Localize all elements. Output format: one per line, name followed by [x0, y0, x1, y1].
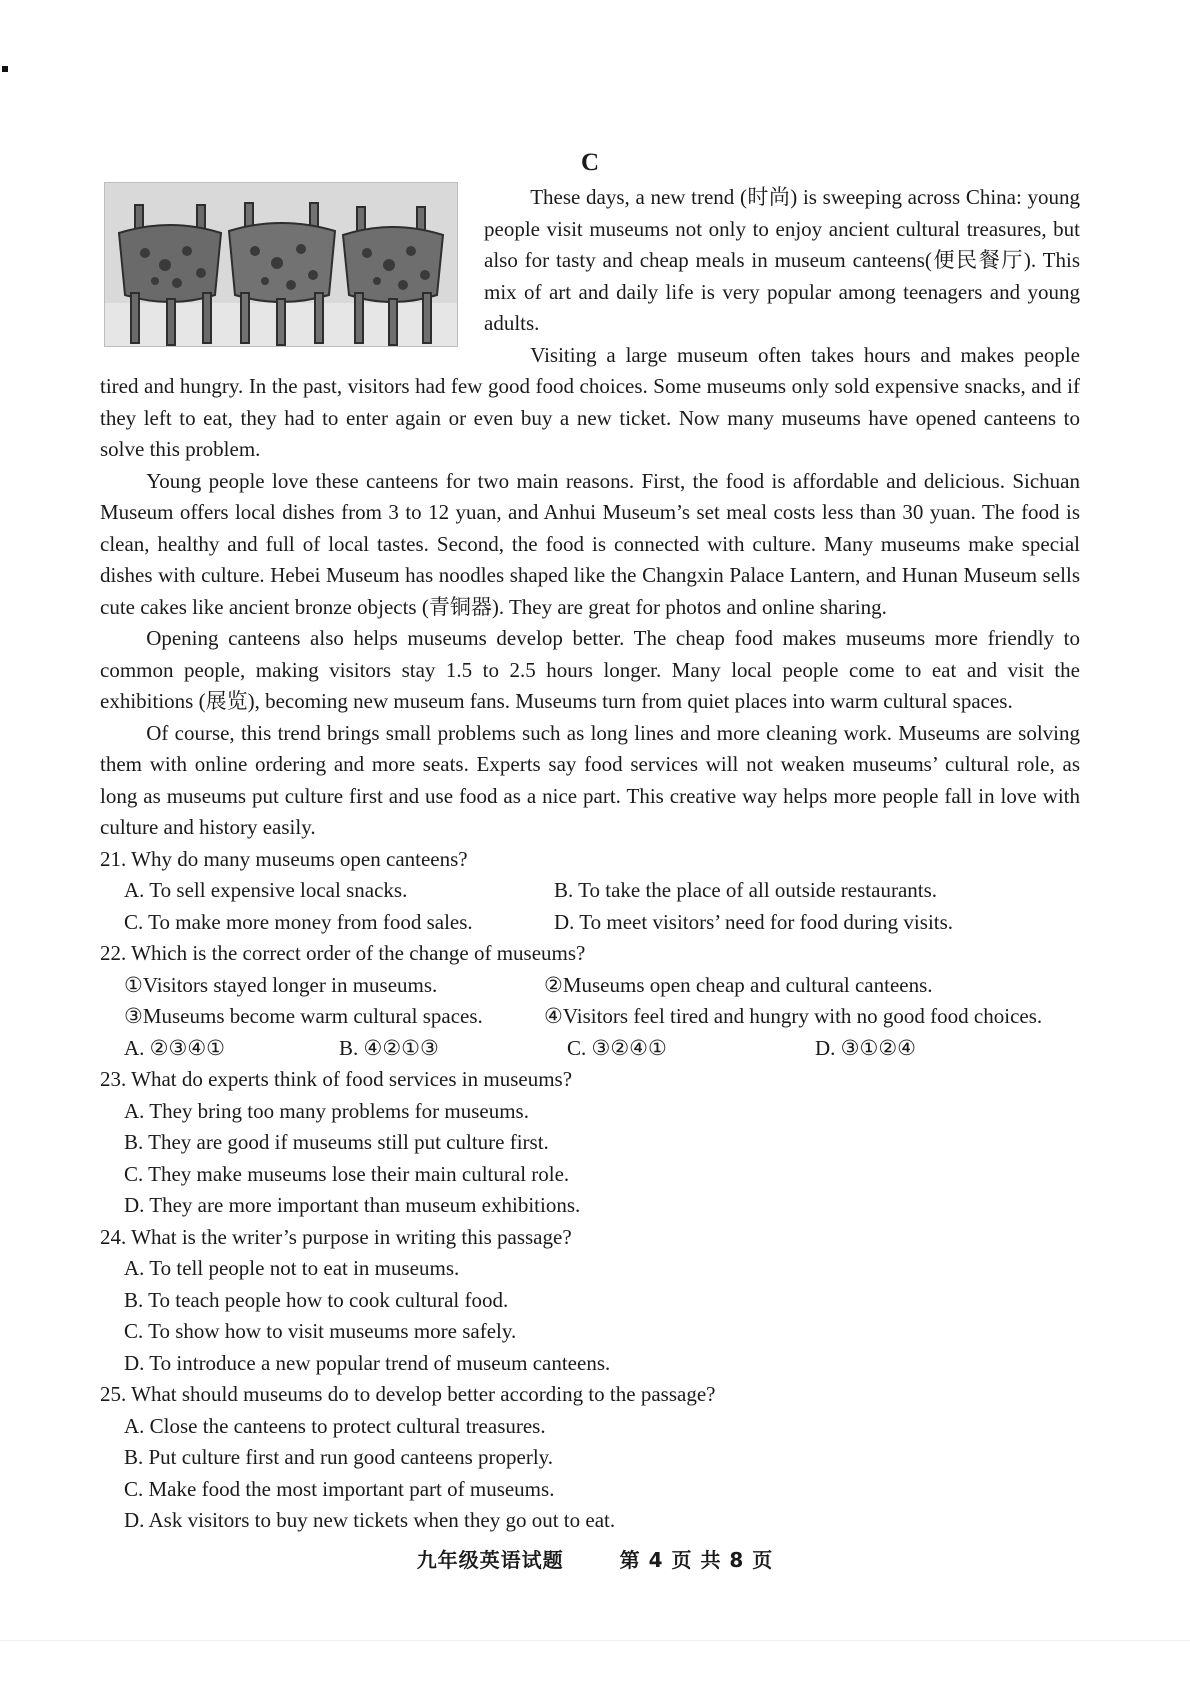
page-divider	[0, 1640, 1190, 1641]
option-21-c[interactable]: C. To make more money from food sales.	[124, 909, 473, 934]
paragraph-3: Young people love these canteens for two main reasons. First, the food is affordable and delicious. Sichuan Museum offers local dishes from 3 to 12 yuan, and Anhui Museum’s set meal costs less than 30 yuan. The food is clean, healthy and full of local tastes. Second, the food is connected with culture. Many museums make special dishes with culture. Hebei Museum has noodles shaped like the Changxin Palace Lantern, and Hunan Museum sells cute cakes like ancient bronze objects (青铜器). They are great for photos and online sharing.	[100, 468, 1080, 619]
statement-1: ①Visitors stayed longer in museums.	[124, 972, 438, 997]
statement-2: ②Museums open cheap and cultural canteens.	[544, 972, 933, 997]
scan-mark	[2, 66, 8, 72]
question-list	[100, 844, 1080, 1537]
paragraph-1: These days, a new trend (时尚) is sweeping across China: young people visit museums not only to enjoy ancient cultural treasures, but also for tasty and cheap meals in museum canteens(便民餐厅). This mix of art and daily life is very popular among teenagers and young adults.	[484, 185, 1080, 335]
option-22-b[interactable]: B. ④②①③	[339, 1035, 439, 1060]
paragraph-5: Of course, this trend brings small problems such as long lines and more cleaning work. Museums are solving them with online ordering and more seats. Experts say food services will not weaken museums’ cultural role, as long as museums put culture first and use food as a nice part. This creative way helps more people fall in love with culture and history easily.	[100, 720, 1080, 839]
question-24-stem: 24. What is the writer’s purpose in writing this passage?	[100, 1224, 572, 1249]
option-24-a[interactable]: A. To tell people not to eat in museums.	[124, 1256, 460, 1280]
question-25-stem: 25. What should museums do to develop better according to the passage?	[100, 1382, 716, 1406]
option-22-a[interactable]: A. ②③④①	[124, 1035, 225, 1060]
question-22-statements	[124, 970, 1080, 1033]
exam-content	[100, 148, 1080, 1537]
option-24-c[interactable]: C. To show how to visit museums more safely.	[124, 1319, 517, 1343]
paragraph-4: Opening canteens also helps museums develop better. The cheap food makes museums more friendly to common people, making visitors stay 1.5 to 2.5 hours longer. Many local people come to eat and visit the exhibitions (展览), becoming new museum fans. Museums turn from quiet places into warm cultural spaces.	[100, 626, 1080, 713]
bronze-vessels-image	[104, 182, 458, 347]
option-24-d[interactable]: D. To introduce a new popular trend of museum canteens.	[124, 1350, 611, 1375]
option-23-c[interactable]: C. They make museums lose their main cultural role.	[124, 1161, 570, 1186]
option-23-b[interactable]: B. They are good if museums still put culture first.	[124, 1130, 549, 1154]
option-22-c[interactable]: C. ③②④①	[567, 1035, 667, 1060]
section-label: C	[580, 149, 600, 176]
question-23-stem: 23. What do experts think of food services in museums?	[100, 1067, 573, 1091]
option-23-d[interactable]: D. They are more important than museum exhibitions.	[124, 1193, 581, 1217]
statement-4: ④Visitors feel tired and hungry with no good food choices.	[544, 1004, 1043, 1028]
option-21-a[interactable]: A. To sell expensive local snacks.	[124, 878, 408, 902]
option-21-b[interactable]: B. To take the place of all outside restaurants.	[554, 878, 938, 902]
option-21-d[interactable]: D. To meet visitors’ need for food during visits.	[554, 909, 954, 934]
option-25-a[interactable]: A. Close the canteens to protect cultural treasures.	[124, 1413, 546, 1438]
option-23-a[interactable]: A. They bring too many problems for museums.	[124, 1098, 529, 1123]
paragraph-2: Visiting a large museum often takes hours and makes people tired and hungry. In the past, visitors had few good food choices. Some museums only sold expensive snacks, and if they left to eat, they had to enter again or even buy a new ticket. Now many museums have opened canteens to solve this problem.	[100, 342, 1080, 461]
option-22-d[interactable]: D. ③①②④	[815, 1035, 916, 1060]
page-number: 第 4 页 共 8 页	[619, 1548, 774, 1572]
option-25-c[interactable]: C. Make food the most important part of museums.	[124, 1476, 555, 1501]
question-22-stem: 22. Which is the correct order of the change of museums?	[100, 941, 586, 965]
option-25-d[interactable]: D. Ask visitors to buy new tickets when they go out to eat.	[124, 1508, 616, 1532]
statement-3: ③Museums become warm cultural spaces.	[124, 1004, 483, 1028]
page-footer	[0, 1544, 1190, 1573]
question-21-stem: 21. Why do many museums open canteens?	[100, 846, 468, 871]
question-22-options	[124, 1033, 1080, 1065]
option-25-b[interactable]: B. Put culture first and run good canteens properly.	[124, 1445, 554, 1469]
question-21-options	[124, 875, 1080, 938]
bronze-vessel-illustration	[105, 183, 457, 346]
option-24-b[interactable]: B. To teach people how to cook cultural food.	[124, 1287, 509, 1312]
exam-title: 九年级英语试题	[416, 1548, 564, 1572]
